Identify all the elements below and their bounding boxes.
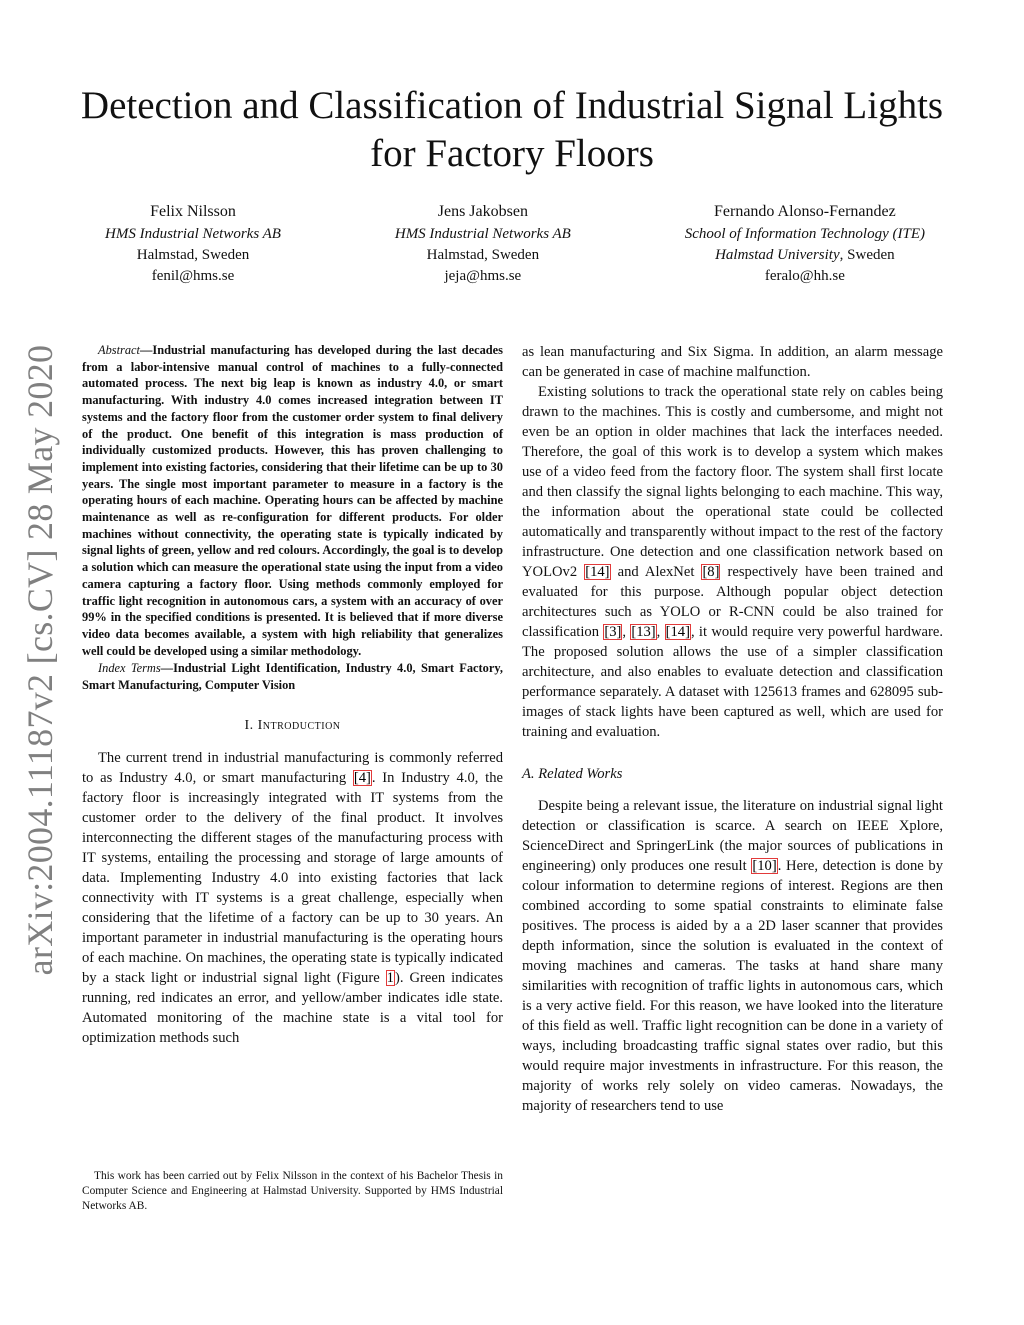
paragraph-continuation: as lean manufacturing and Six Sigma. In addition, an alarm message can be generated in case of machine malfunction. xyxy=(522,344,943,380)
author-email: feralo@hh.se xyxy=(764,268,845,284)
citation-link[interactable]: [13] xyxy=(631,624,656,640)
paragraph-text: Existing solutions to track the operational state rely on cables being drawn to the machines. This is costly and cumbersome, and might not even be an option in older machines that lack the interfaces needed. Therefore, the goal of this work is to develop a system which makes use of a video feed from the factory floor. The system shall first locate and then classify the signal lights belonging to each machine. This way, the information about the operational state could be collected automatically and transparently without impact to the rest of the factory infrastructure. One detection and one classification network based on YOLOv2 xyxy=(522,384,943,580)
citation-link[interactable]: [4] xyxy=(353,769,371,786)
index-terms-text: —Industrial Light Identification, Industry 4.0, Smart Factory, Smart Manufacturing, Computer Vision xyxy=(82,661,503,693)
citation-link[interactable]: [14] xyxy=(665,624,690,640)
paragraph xyxy=(522,796,943,1116)
paragraph-text: . Here, detection is done by colour information to determine regions of interest. Regions are then combined according to some spatial constraints to eliminate false positives. The process is aided by a a 2D laser scanner that provides depth information, since the solution is evaluated in the context of moving machines and cameras. The tasks at hand share many similarities with recognition of traffic lights in autonomous cars, which is a very active field. For this reason, we have looked into the literature of this field as well. Traffic light recognition can be done in a variety of ways, including broadcasting traffic signal states over radio, but this would require major investments in infrastructure. For this reason, the majority of works rely solely on video cameras. Nowadays, the majority of researchers tend to use xyxy=(522,858,944,1114)
footnote: This work has been carried out by Felix Nilsson in the context of his Bachelor Thesis in Computer Science and Engineering at Halmstad University. Supported by HMS Industrial Networks AB. xyxy=(82,1170,503,1213)
author-name: Jens Jakobsen xyxy=(437,203,528,220)
author-3 xyxy=(685,200,925,287)
paragraph xyxy=(522,382,943,742)
author-block xyxy=(105,200,925,287)
abstract-text: —Industrial manufacturing has developed during the last decades from a labor-intensive manual control of machines to a fully-connected automated process. The next big leap is known as industry 4.0, or smart manufacturing. With industry 4.0 comes increased integration between IT systems and the factory floor from the customer order system to final delivery of the product. One benefit of this integration is mass production of individually customized products. However, this has proven challenging to implement into existing factories, considering that their lifetime can be up to 30 years. The single most important parameter to measure in a factory is the operating hours of each machine. Operating hours can be affected by machine maintenance as well as re-configuration for different products. For older machines without connectivity, the operating state is typically indicated by signal lights of green, yellow and red colours. Accordingly, the goal is to develop a solution which can measure the operational state using the input from a video camera capturing a factory floor. Using methods commonly employed for traffic light recognition in autonomous cars, a system with an accuracy of over 99% in the specified conditions is presented. It is believed that if more diverse video data becomes available, a system with high reliability that generalizes well could be developed using a similar methodology. xyxy=(82,343,503,658)
abstract-lead: Abstract xyxy=(98,343,140,357)
abstract xyxy=(82,342,503,659)
citation-link[interactable]: [10] xyxy=(752,858,777,874)
arxiv-identifier[interactable]: arXiv:2004.11187v2 [cs.CV] 28 May 2020 xyxy=(20,344,60,976)
author-name: Felix Nilsson xyxy=(150,203,236,220)
citation-link[interactable]: [3] xyxy=(604,624,622,640)
author-location: Halmstad, Sweden xyxy=(426,247,540,263)
arxiv-identifier-stamp xyxy=(10,340,70,980)
author-location-line xyxy=(685,245,925,266)
intro-text: The current trend in industrial manufacturing is commonly referred to as Industry 4.0, or smart manufacturing xyxy=(82,749,503,786)
index-terms xyxy=(82,660,503,693)
left-column xyxy=(82,342,503,1048)
author-1 xyxy=(105,200,281,287)
paragraph-text: , xyxy=(622,624,631,640)
intro-text: . In Industry 4.0, the factory floor is increasingly integrated with IT systems from the customer order to the delivery of the final product. It involves interconnecting the different stages of the manufacturing process with IT systems, entailing the processing and storage of large amounts of data. Implementing Industry 4.0 into existing factories that lack connectivity with IT systems is a great challenge, especially when considering that the lifetime of a factory can be up to 30 years. An important parameter in industrial manufacturing is the operating hours of each machine. On machines, the operating state is typically indicated by a stack light or industrial signal light (Figure xyxy=(82,769,503,986)
author-affiliation: HMS Industrial Networks AB xyxy=(105,226,281,242)
author-affiliation: School of Information Technology (ITE) xyxy=(684,226,925,242)
intro-text: ). Green indicates running, red indicates an error, and yellow/amber indicates idle state. Automated monitoring of the machine state is a vital tool for optimization methods such xyxy=(82,969,503,1046)
paragraph-text: respectively have been trained and evaluated for this purpose. Although popular object detection architectures such as YOLO or R-CNN could be also trained for classification xyxy=(522,564,943,640)
paragraph-text: , xyxy=(656,624,665,640)
citation-link[interactable]: [8] xyxy=(702,564,720,580)
author-location: , Sweden xyxy=(839,247,895,263)
index-terms-lead: Index Terms xyxy=(98,661,161,676)
citation-link[interactable]: [14] xyxy=(585,564,610,580)
author-2 xyxy=(395,200,571,287)
paragraph-text: and AlexNet xyxy=(610,564,702,580)
author-email: fenil@hms.se xyxy=(151,268,235,284)
author-location: Halmstad, Sweden xyxy=(136,247,250,263)
paper-title: Detection and Classification of Industrial Signal Lights for Factory Floors xyxy=(80,84,944,175)
right-column xyxy=(522,342,943,1116)
subsection-heading-related-works: A. Related Works xyxy=(522,766,623,782)
author-name: Fernando Alonso-Fernandez xyxy=(713,203,896,220)
paragraph-text: , it would require very powerful hardware. The proposed solution allows the use of a simpler classification architecture, and also enables to evaluate detection and classification performance separately. A dataset with 125613 frames and 628095 sub-images of stack lights have been captured as well, which are used for training and evaluation. xyxy=(522,624,943,740)
author-email: jeja@hms.se xyxy=(444,268,522,284)
intro-paragraph xyxy=(82,748,503,1048)
section-heading-introduction: I. Introduction xyxy=(244,717,341,733)
paragraph-text: Despite being a relevant issue, the literature on industrial signal light detection or classification is scarce. A search on IEEE Xplore, ScienceDirect and SpringerLink (the major sources of publications in engineering) only produces one result xyxy=(522,798,943,874)
figure-link[interactable]: 1 xyxy=(386,969,394,986)
author-university: Halmstad University xyxy=(715,247,840,263)
author-affiliation: HMS Industrial Networks AB xyxy=(394,226,571,242)
